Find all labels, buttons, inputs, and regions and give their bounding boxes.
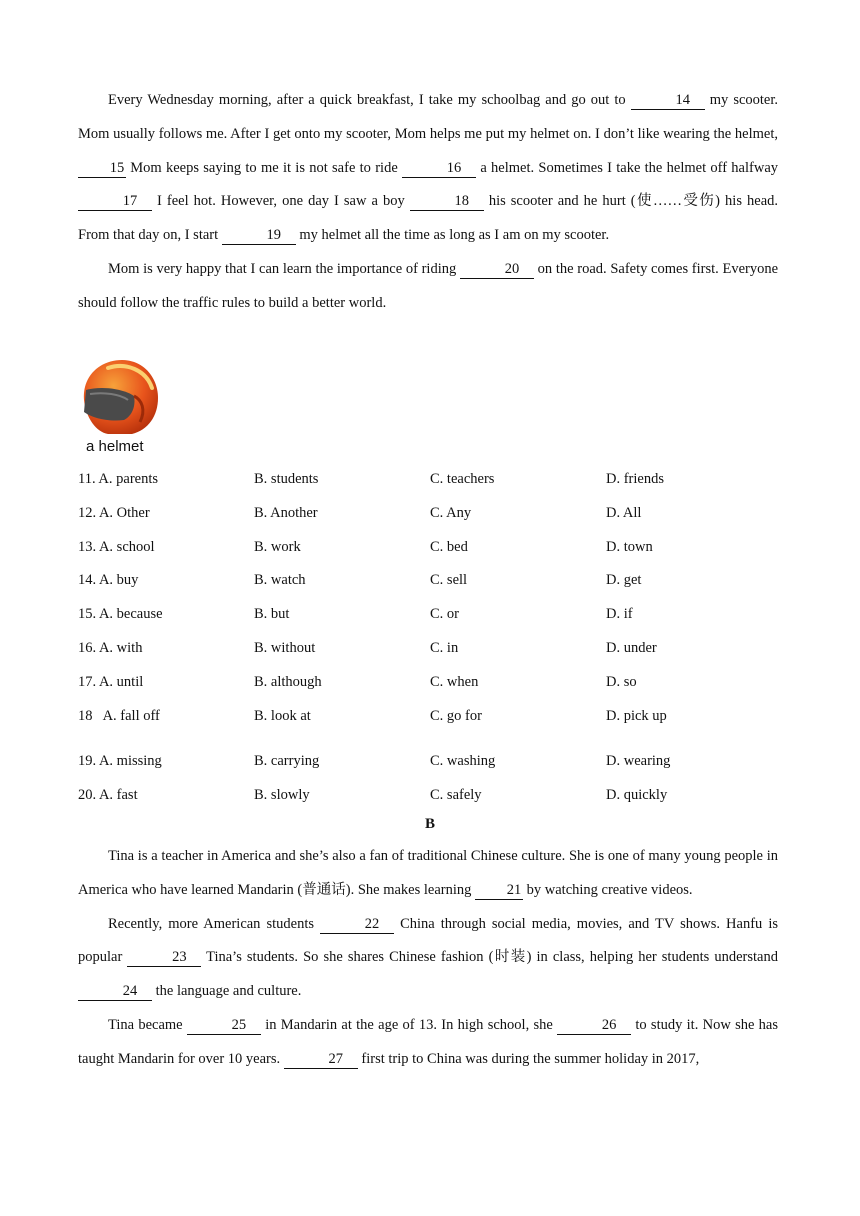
option-row-15 bbox=[78, 600, 778, 634]
blank-20: 20 bbox=[460, 260, 534, 279]
blank-25: 25 bbox=[187, 1016, 261, 1035]
option-b: B. carrying bbox=[254, 753, 320, 770]
option-b: B. students bbox=[254, 471, 319, 487]
option-c: C. washing bbox=[430, 753, 496, 770]
paragraph-1 bbox=[78, 840, 778, 908]
option-a: 12. A. Other bbox=[78, 504, 150, 521]
option-a: 15. A. because bbox=[78, 606, 163, 623]
option-b: B. look at bbox=[254, 707, 311, 724]
options-list bbox=[78, 465, 778, 815]
option-c: C. bed bbox=[430, 538, 468, 555]
text: first trip to China was during the summer holiday in 2017, bbox=[361, 1050, 700, 1067]
option-b: B. work bbox=[254, 538, 301, 555]
text: in Mandarin at the age of 13. In high school, she bbox=[265, 1016, 553, 1033]
blank-24: 24 bbox=[78, 982, 152, 1001]
option-c: C. in bbox=[430, 639, 459, 656]
option-row-12 bbox=[78, 499, 778, 533]
paragraph-3 bbox=[78, 1009, 778, 1077]
option-c: C. Any bbox=[430, 504, 472, 521]
option-d: D. quickly bbox=[606, 787, 668, 804]
option-b: B. slowly bbox=[254, 787, 310, 804]
option-d: D. wearing bbox=[606, 753, 671, 770]
text: his scooter and he hurt (使……受伤) his head. From that day on, I start bbox=[78, 193, 779, 244]
passage-a bbox=[78, 84, 778, 321]
option-c: C. safely bbox=[430, 787, 482, 804]
text: Tina is a teacher in America and she’s also a fan of traditional Chinese culture. She is one of many young people in America who have learned Mandarin (普通话). She makes learning bbox=[78, 848, 778, 898]
option-a: 14. A. buy bbox=[78, 572, 139, 589]
blank-22: 22 bbox=[320, 915, 394, 934]
option-b: B. watch bbox=[254, 572, 306, 589]
text: the language and culture. bbox=[155, 983, 302, 1000]
blank-27: 27 bbox=[284, 1050, 358, 1069]
option-a: 13. A. school bbox=[78, 538, 155, 555]
text: Recently, more American students bbox=[108, 915, 314, 932]
blank-23: 23 bbox=[127, 948, 201, 967]
option-c: C. teachers bbox=[430, 471, 495, 487]
text: my scooter. Mom usually follows me. After I get onto my scooter, Mom helps me put my helmet on. I don’t like wearing the helmet, bbox=[78, 92, 779, 142]
option-b: B. although bbox=[254, 673, 322, 690]
blank-17: 17 bbox=[78, 192, 152, 211]
text: Tina became bbox=[108, 1016, 183, 1033]
blank-26: 26 bbox=[557, 1016, 631, 1035]
option-d: D. pick up bbox=[606, 707, 667, 724]
option-row-18 bbox=[78, 702, 778, 736]
option-row-19 bbox=[78, 747, 778, 781]
option-d: D. under bbox=[606, 639, 657, 656]
option-row-13 bbox=[78, 533, 778, 567]
option-d: D. get bbox=[606, 572, 642, 589]
option-row-17 bbox=[78, 668, 778, 702]
blank-16: 16 bbox=[402, 159, 476, 178]
blank-15: 15 bbox=[78, 159, 126, 178]
paragraph-2 bbox=[78, 908, 778, 1009]
option-b: B. but bbox=[254, 606, 290, 623]
option-a: 20. A. fast bbox=[78, 787, 138, 804]
section-heading: B bbox=[424, 816, 435, 832]
option-d: D. All bbox=[606, 504, 642, 521]
option-c: C. sell bbox=[430, 572, 468, 589]
text: Tina’s students. So she shares Chinese fashion (时装) in class, helping her students understand bbox=[206, 949, 778, 966]
text: a helmet. Sometimes I take the helmet off halfway bbox=[480, 159, 778, 176]
passage-b bbox=[78, 840, 778, 1077]
option-d: D. town bbox=[606, 538, 653, 555]
option-d: D. friends bbox=[606, 471, 664, 487]
option-c: C. when bbox=[430, 673, 479, 690]
option-a: 11. A. parents bbox=[78, 471, 159, 487]
option-a: 18 A. fall off bbox=[78, 707, 160, 724]
text: I feel hot. However, one day I saw a boy bbox=[157, 193, 405, 210]
paragraph-1 bbox=[78, 84, 778, 253]
option-row-11 bbox=[78, 465, 778, 499]
blank-14: 14 bbox=[631, 91, 705, 110]
option-c: C. go for bbox=[430, 707, 482, 724]
option-c: C. or bbox=[430, 606, 459, 623]
text: Mom is very happy that I can learn the importance of riding bbox=[108, 260, 457, 277]
option-b: B. without bbox=[254, 639, 316, 656]
text: Every Wednesday morning, after a quick breakfast, I take my schoolbag and go out to bbox=[108, 92, 626, 108]
blank-18: 18 bbox=[410, 192, 484, 211]
text: by watching creative videos. bbox=[526, 881, 693, 898]
text: China through social media, movies, and TV shows. Hanfu is popular bbox=[78, 915, 778, 966]
option-a: 16. A. with bbox=[78, 639, 143, 656]
option-row-20 bbox=[78, 781, 778, 815]
option-row-14 bbox=[78, 566, 778, 600]
blank-21: 21 bbox=[475, 881, 523, 900]
text: my helmet all the time as long as I am on my scooter. bbox=[299, 227, 610, 244]
text: Mom keeps saying to me it is not safe to ride bbox=[130, 159, 398, 176]
option-d: D. so bbox=[606, 673, 637, 690]
option-a: 17. A. until bbox=[78, 673, 144, 690]
option-b: B. Another bbox=[254, 504, 318, 521]
option-d: D. if bbox=[606, 606, 633, 623]
blank-19: 19 bbox=[222, 226, 296, 245]
text: on the road. Safety comes first. Everyone should follow the traffic rules to build a better world. bbox=[78, 260, 779, 311]
text: to study it. Now she has taught Mandarin for over 10 years. bbox=[78, 1016, 779, 1067]
image-caption: a helmet bbox=[86, 438, 144, 455]
paragraph-2 bbox=[78, 253, 778, 321]
option-a: 19. A. missing bbox=[78, 753, 162, 770]
option-row-16 bbox=[78, 634, 778, 668]
